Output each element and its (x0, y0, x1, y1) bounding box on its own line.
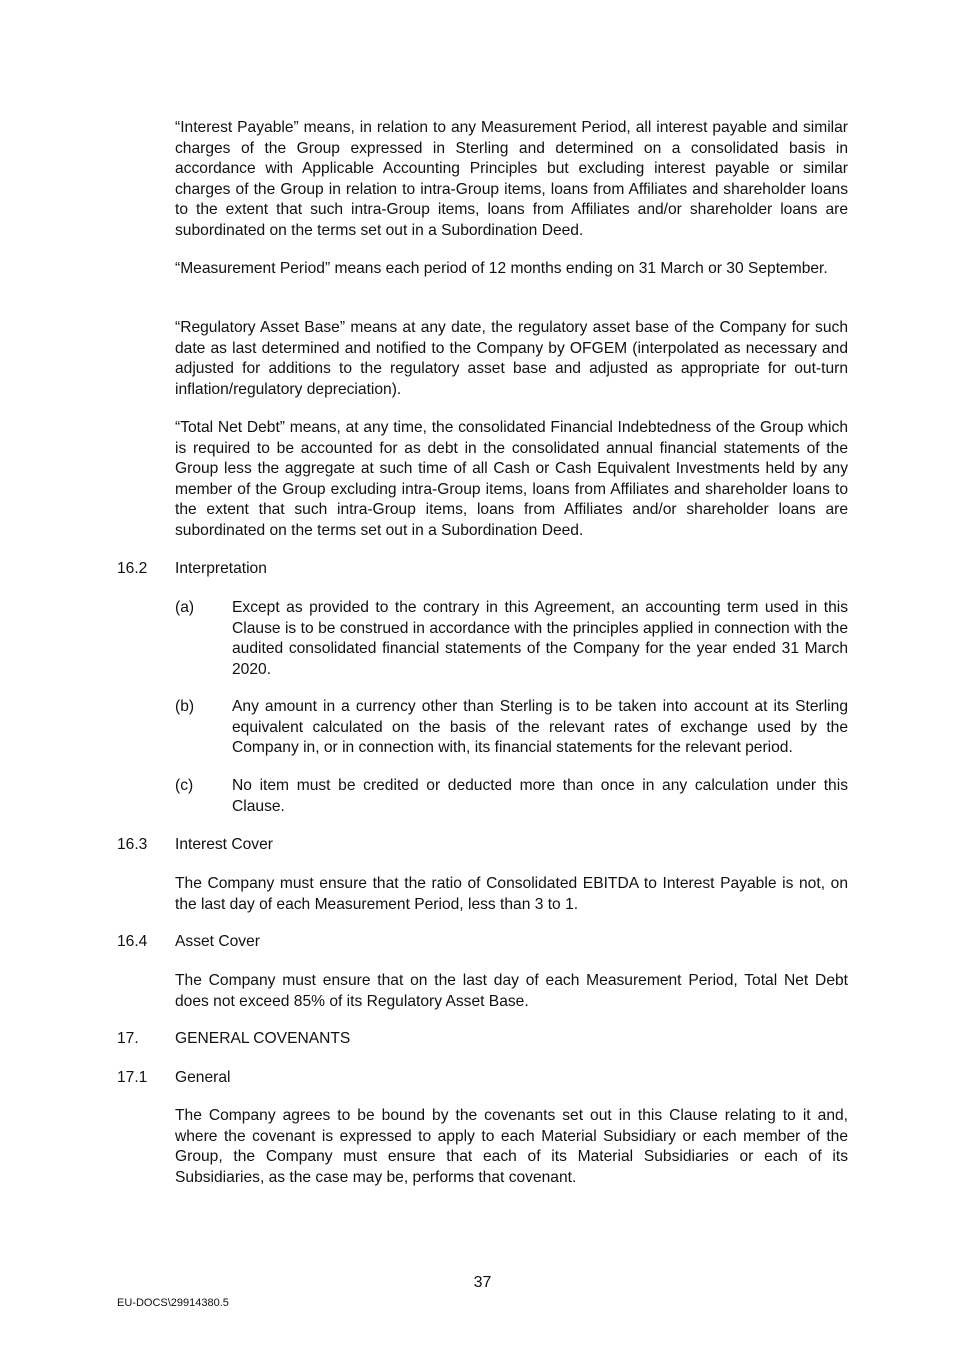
definition-interest-payable (175, 118, 848, 242)
section-text-interest-cover: The Company must ensure that the ratio of Consolidated EBITDA to Interest Payable is not, on the last day of each Measurement Period, less than 3 to 1. (175, 875, 848, 913)
item-label-b: (b) (175, 698, 195, 715)
section-heading-interest-cover: Interest Cover (175, 836, 273, 853)
defined-term: “Regulatory Asset Base” (175, 319, 346, 336)
defined-term: “Total Net Debt” (175, 419, 285, 436)
section-text-general: The Company agrees to be bound by the covenants set out in this Clause relating to it and, where the covenant is expressed to apply to each Material Subsidiary or each member of the Group, the Company must ensure that each of its Material Subsidiaries or each of its Subsidiaries, as the case may be, performs that covenant. (175, 1107, 848, 1186)
definition-text: means, in relation to any Measurement Period, all interest payable and similar charges of the Group expressed in Sterling and determined on a consolidated basis in accordance with Applicable Accounting Principles but excluding interest payable or similar charges of the Group in relation to intra-Group items, loans from Affiliates and shareholder loans to the extent that such intra-Group items, loans from Affiliates and/or shareholder loans are subordinated on the terms set out in a Subordination Deed. (175, 119, 848, 239)
section-heading-interpretation: Interpretation (175, 560, 267, 577)
definition-regulatory-asset-base (175, 318, 848, 400)
item-label-c: (c) (175, 777, 194, 794)
section-text-asset-cover: The Company must ensure that on the last day of each Measurement Period, Total Net Debt does not exceed 85% of its Regulatory Asset Base. (175, 972, 848, 1010)
section-number-17: 17. (117, 1030, 139, 1047)
definition-text: means, at any time, the consolidated Financial Indebtedness of the Group which is required to be accounted for as debt in the consolidated annual financial statements of the Group less the aggregate at such time of all Cash or Cash Equivalent Investments held by any member of the Group excluding intra-Group items, loans from Affiliates and shareholder loans to the extent that such intra-Group items, loans from Affiliates and/or shareholder loans are subordinated on the terms set out in a Subordination Deed. (175, 419, 848, 539)
defined-term: “Interest Payable” (175, 119, 299, 136)
item-text-c: No item must be credited or deducted more than once in any calculation under this Clause. (232, 777, 848, 815)
section-number-16-2: 16.2 (117, 560, 148, 577)
section-heading-general: General (175, 1069, 231, 1086)
page-number: 37 (473, 1274, 492, 1291)
section-number-16-4: 16.4 (117, 933, 148, 950)
defined-term: “Measurement Period” (175, 260, 331, 277)
definition-total-net-debt (175, 418, 848, 542)
item-text-b: Any amount in a currency other than Sterling is to be taken into account at its Sterling equivalent calculated on the basis of the relevant rates of exchange used by the Company in, or in connection with, its financial statements for the relevant period. (232, 698, 848, 757)
section-number-17-1: 17.1 (117, 1069, 148, 1086)
item-label-a: (a) (175, 599, 195, 616)
definition-measurement-period (175, 259, 848, 280)
item-text-a: Except as provided to the contrary in this Agreement, an accounting term used in this Clause is to be construed in accordance with the principles applied in connection with the audited consolidated financial statements of the Company for the year ended 31 March 2020. (232, 599, 848, 678)
section-number-16-3: 16.3 (117, 836, 148, 853)
definition-text: means each period of 12 months ending on 31 March or 30 September. (330, 260, 828, 277)
section-heading-general-covenants: GENERAL COVENANTS (175, 1030, 351, 1047)
definition-text: means at any date, the regulatory asset base of the Company for such date as last determined and notified to the Company by OFGEM (interpolated as necessary and adjusted for additions to the regulatory asset base and adjusted as appropriate for out-turn inflation/regulatory depreciation). (175, 319, 848, 398)
section-heading-asset-cover: Asset Cover (175, 933, 260, 950)
document-reference: EU-DOCS\29914380.5 (117, 1297, 229, 1309)
